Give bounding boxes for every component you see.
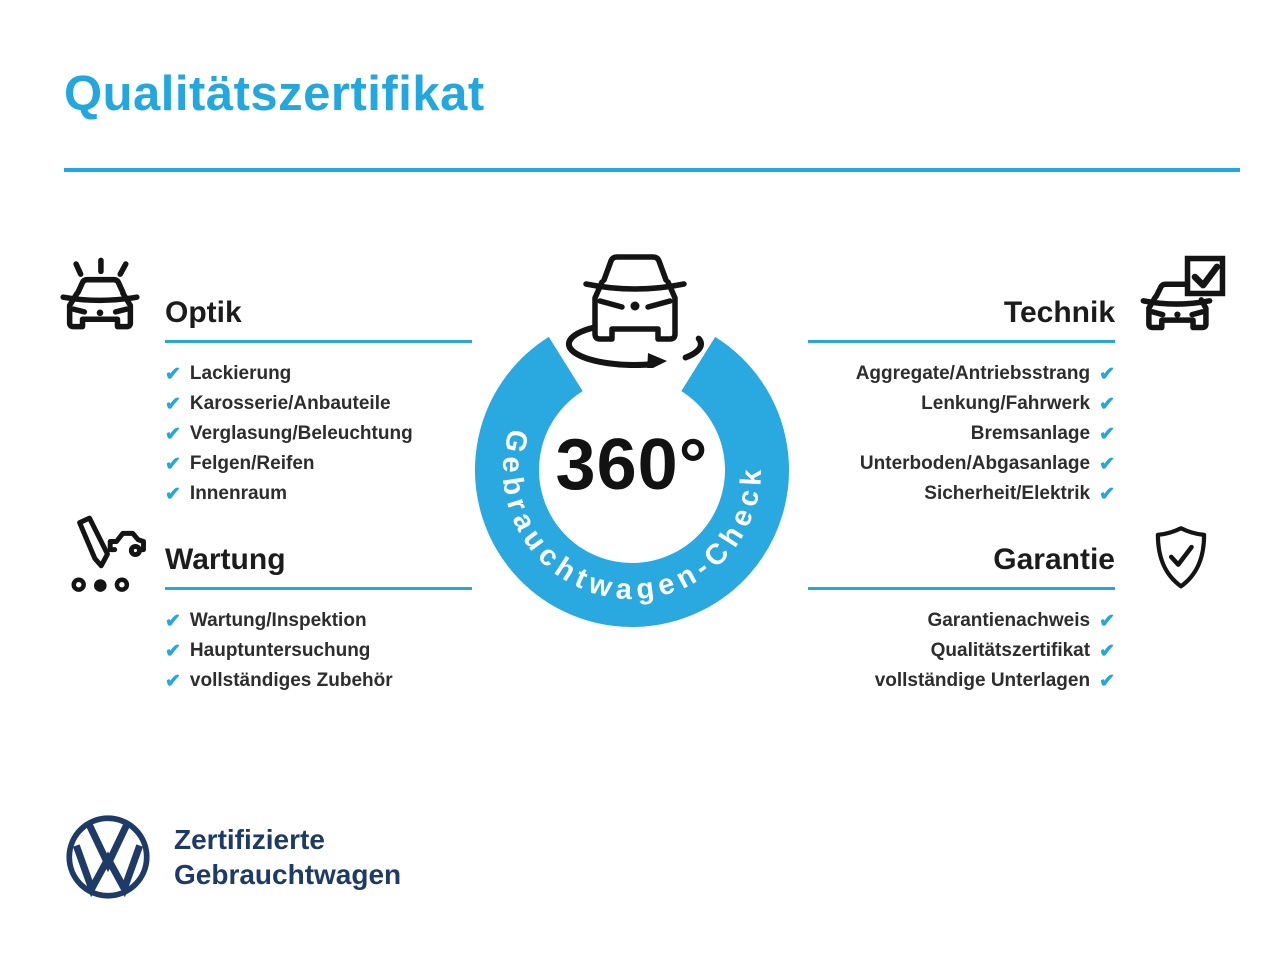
brand-claim bbox=[174, 822, 401, 892]
check-item-label: Qualitätszertifikat bbox=[930, 640, 1091, 661]
optik-items bbox=[165, 359, 472, 509]
check-item-label: Garantienachweis bbox=[927, 610, 1091, 631]
check-item-label: Sicherheit/Elektrik bbox=[924, 483, 1091, 504]
check-item bbox=[165, 449, 472, 479]
check-item bbox=[808, 389, 1115, 419]
check-item bbox=[165, 389, 472, 419]
pencil-car-icon bbox=[58, 510, 148, 600]
check-item bbox=[808, 636, 1115, 666]
ring-label: Gebrauchtwagen-Check bbox=[495, 426, 769, 607]
check-icon: ✔ bbox=[165, 483, 181, 505]
check-item-label: Unterboden/Abgasanlage bbox=[859, 453, 1091, 474]
check-icon: ✔ bbox=[165, 640, 181, 662]
check-icon: ✔ bbox=[1099, 363, 1115, 385]
brand-claim-line2: Gebrauchtwagen bbox=[174, 859, 402, 890]
check-item bbox=[808, 479, 1115, 509]
check-item bbox=[808, 606, 1115, 636]
check-item-label: Wartung/Inspektion bbox=[189, 610, 367, 631]
check-item bbox=[808, 359, 1115, 389]
check-icon: ✔ bbox=[165, 610, 181, 632]
check-item bbox=[165, 419, 472, 449]
check-icon: ✔ bbox=[165, 453, 181, 475]
check-item-label: Verglasung/Beleuchtung bbox=[189, 423, 413, 444]
check-item-label: vollständige Unterlagen bbox=[874, 670, 1091, 691]
section-wartung bbox=[165, 543, 472, 696]
check-item bbox=[165, 479, 472, 509]
section-garantie bbox=[808, 543, 1115, 696]
check-icon: ✔ bbox=[1099, 393, 1115, 415]
check-item-label: Felgen/Reifen bbox=[189, 453, 315, 474]
vw-logo-icon bbox=[64, 813, 152, 901]
check-item-label: Aggregate/Antriebsstrang bbox=[855, 363, 1091, 384]
check-icon: ✔ bbox=[1099, 483, 1115, 505]
section-optik bbox=[165, 296, 472, 509]
check-item bbox=[165, 359, 472, 389]
section-wartung-title: Wartung bbox=[165, 543, 472, 590]
check-item-label: Hauptuntersuchung bbox=[189, 640, 371, 661]
shield-check-icon bbox=[1146, 516, 1216, 602]
check-item-label: Lackierung bbox=[189, 363, 292, 384]
check-icon: ✔ bbox=[1099, 610, 1115, 632]
check-item-label: Lenkung/Fahrwerk bbox=[921, 393, 1091, 414]
check-icon: ✔ bbox=[165, 423, 181, 445]
check-icon: ✔ bbox=[1099, 423, 1115, 445]
brand-claim-line1: Zertifizierte bbox=[174, 824, 325, 855]
check-item-label: Innenraum bbox=[189, 483, 288, 504]
check-item bbox=[165, 636, 472, 666]
technik-items bbox=[808, 359, 1115, 509]
degree-label: 360° bbox=[555, 425, 709, 505]
check-item bbox=[165, 606, 472, 636]
check-item bbox=[808, 449, 1115, 479]
check-item bbox=[165, 666, 472, 696]
check-icon: ✔ bbox=[1099, 640, 1115, 662]
section-technik bbox=[808, 296, 1115, 509]
check-icon: ✔ bbox=[1099, 453, 1115, 475]
check-item-label: Bremsanlage bbox=[970, 423, 1091, 444]
check-icon: ✔ bbox=[165, 393, 181, 415]
page-title: Qualitätszertifikat bbox=[64, 67, 485, 121]
check-item bbox=[808, 666, 1115, 696]
car-checkbox-icon bbox=[1136, 254, 1228, 344]
section-garantie-title: Garantie bbox=[808, 543, 1115, 590]
check-item bbox=[808, 419, 1115, 449]
sparkling-car-icon bbox=[54, 254, 146, 344]
section-optik-title: Optik bbox=[165, 296, 472, 343]
check-item-label: vollständiges Zubehör bbox=[189, 670, 393, 691]
check-icon: ✔ bbox=[165, 670, 181, 692]
title-divider bbox=[64, 168, 1240, 172]
check-icon: ✔ bbox=[165, 363, 181, 385]
check-item-label: Karosserie/Anbauteile bbox=[189, 393, 391, 414]
garantie-items bbox=[808, 606, 1115, 696]
section-technik-title: Technik bbox=[808, 296, 1115, 343]
check-icon: ✔ bbox=[1099, 670, 1115, 692]
wartung-items bbox=[165, 606, 472, 696]
rotating-car-icon bbox=[560, 248, 710, 368]
